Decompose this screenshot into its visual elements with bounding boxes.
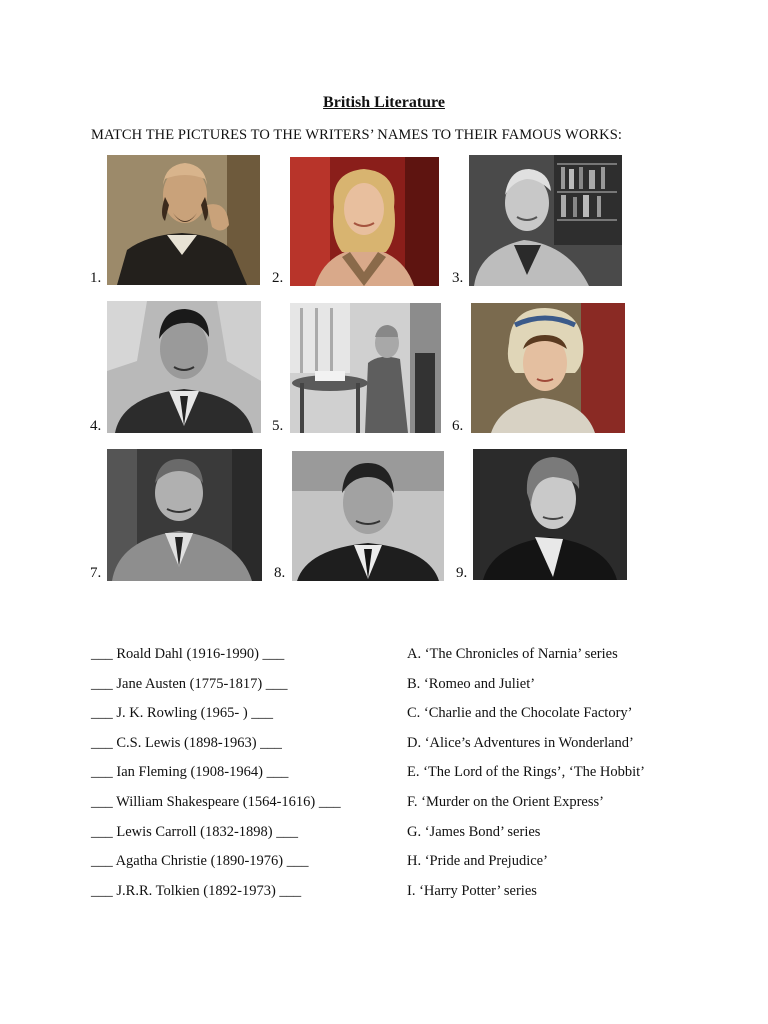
writer-item: ___ Ian Fleming (1908-1964) ___ xyxy=(91,764,289,781)
writer-item: ___ Agatha Christie (1890-1976) ___ xyxy=(91,853,309,870)
writer-item: ___ William Shakespeare (1564-1616) ___ xyxy=(91,793,341,810)
works-list xyxy=(407,645,645,911)
portrait-man-suit-icon xyxy=(107,301,261,433)
portrait-bald-bearded-man-icon xyxy=(107,155,260,285)
photo-number-6: 6. xyxy=(452,418,464,434)
work-item: A. ‘The Chronicles of Narnia’ series xyxy=(407,646,618,662)
portrait-victorian-man-icon xyxy=(473,449,627,580)
writer-item: ___ J. K. Rowling (1965- ) ___ xyxy=(91,705,274,722)
work-item: I. ‘Harry Potter’ series xyxy=(407,882,537,899)
photo-number-9: 9. xyxy=(456,565,468,581)
work-item: F. ‘Murder on the Orient Express’ xyxy=(407,793,604,810)
photo-number-5: 5. xyxy=(272,418,284,434)
writer-item: ___ C.S. Lewis (1898-1963) ___ xyxy=(91,734,282,751)
work-item: D. ‘Alice’s Adventures in Wonderland’ xyxy=(407,734,634,751)
photo-number-3: 3. xyxy=(452,270,464,286)
photo-number-7: 7. xyxy=(90,565,102,581)
photo-number-4: 4. xyxy=(90,418,102,434)
portrait-woman-bonnet-icon xyxy=(471,303,625,433)
portrait-woman-at-desk-icon xyxy=(290,303,441,433)
photo-number-2: 2. xyxy=(272,270,284,286)
work-item: B. ‘Romeo and Juliet’ xyxy=(407,675,536,692)
instructions: MATCH THE PICTURES TO THE WRITERS’ NAMES TO THEIR FAMOUS WORKS: xyxy=(91,127,623,143)
portrait-man-tweed-icon xyxy=(107,449,262,581)
work-item: C. ‘Charlie and the Chocolate Factory’ xyxy=(407,705,633,722)
writers-list xyxy=(91,645,341,911)
photo-number-8: 8. xyxy=(274,565,286,581)
work-item: H. ‘Pride and Prejudice’ xyxy=(407,853,548,870)
work-item: E. ‘The Lord of the Rings’, ‘The Hobbit’ xyxy=(407,764,645,781)
photo-number-1: 1. xyxy=(90,270,102,286)
writer-item: ___ Jane Austen (1775-1817) ___ xyxy=(91,675,288,692)
work-item: G. ‘James Bond’ series xyxy=(407,823,541,840)
writer-item: ___ Lewis Carroll (1832-1898) ___ xyxy=(91,823,298,840)
portrait-blonde-woman-icon xyxy=(290,157,439,286)
writer-item: ___ Roald Dahl (1916-1990) ___ xyxy=(91,646,285,662)
portrait-man-dark-suit-icon xyxy=(292,451,444,581)
writer-item: ___ J.R.R. Tolkien (1892-1973) ___ xyxy=(91,882,302,899)
portrait-elderly-man-bookshelf-icon xyxy=(469,155,622,286)
page-title: British Literature xyxy=(323,94,445,111)
